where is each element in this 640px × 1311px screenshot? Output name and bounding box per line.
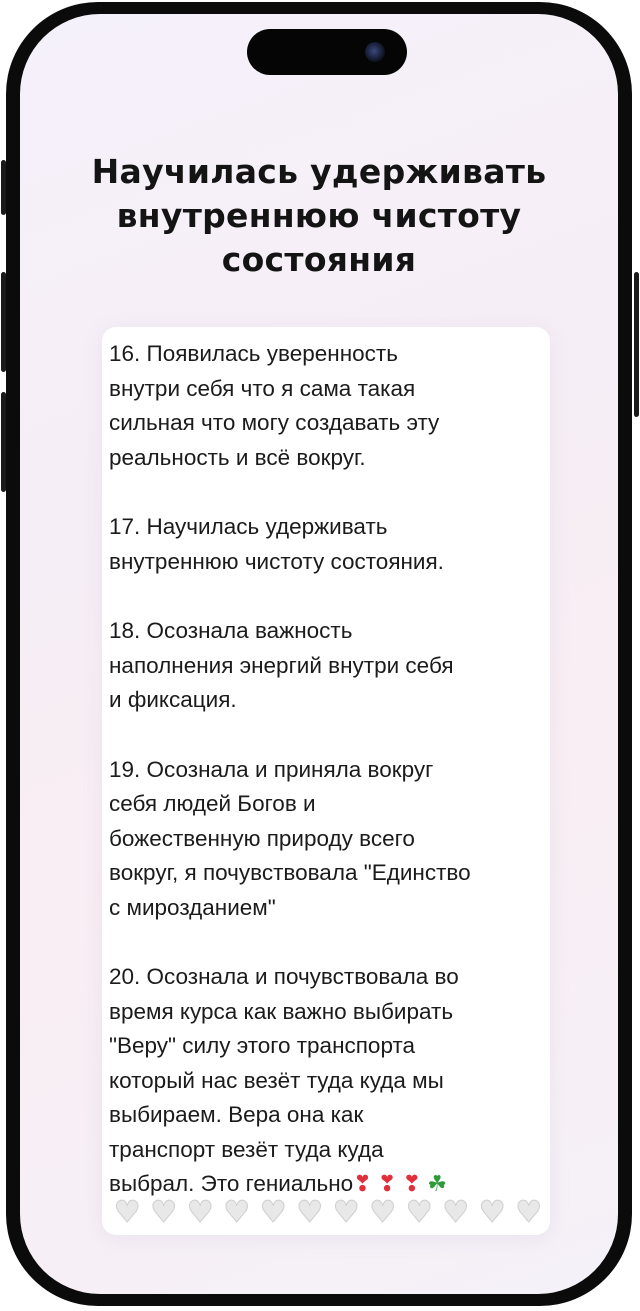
list-item: 17. Научилась удерживать внутреннюю чистоту состояния. [109, 514, 444, 574]
headline: Научилась удерживать внутреннюю чистоту состояния [91, 152, 547, 279]
power-button[interactable] [634, 272, 639, 417]
white-heart-icon: ♥ [478, 1195, 506, 1230]
white-heart-icon: ♥ [223, 1195, 251, 1230]
clover-icon: ☘ [427, 1172, 448, 1197]
hearts-row [109, 1197, 549, 1229]
list-item-text: 20. Осознала и почувствовала во время курса как важно выбирать "Веру" силу этого транспорта который нас везёт туда куда мы выбираем. Вера она как транспорт везёт туда куда выбрал. Это гениально [109, 964, 459, 1196]
white-heart-icon: ♥ [150, 1195, 178, 1230]
heart-exclamation-icon: ❣ [377, 1172, 397, 1197]
list-item: 19. Осознала и приняла вокруг себя людей Богов и божественную природу всего вокруг, я почувствовала "Единство с мирозданием" [109, 756, 471, 920]
white-heart-icon: ♥ [442, 1195, 470, 1230]
phone-screen [20, 14, 618, 1294]
dynamic-island [247, 29, 407, 75]
white-heart-icon: ♥ [113, 1195, 141, 1230]
list-item: 16. Появилась уверенность внутри себя что я сама такая сильная что могу создавать эту реальность и всё вокруг. [109, 341, 440, 470]
white-heart-icon: ♥ [332, 1195, 360, 1230]
insight-list [109, 337, 549, 1203]
front-camera-icon [365, 42, 385, 62]
white-heart-icon: ♥ [405, 1195, 433, 1230]
phone-frame [6, 2, 632, 1306]
heart-exclamation-icon: ❣ [353, 1172, 372, 1197]
white-heart-icon: ♥ [259, 1195, 287, 1230]
white-heart-icon: ♥ [296, 1195, 324, 1230]
white-heart-icon: ♥ [186, 1195, 214, 1230]
white-heart-icon: ♥ [515, 1195, 543, 1230]
list-item [109, 960, 549, 1203]
heart-exclamation-icon: ❣ [402, 1172, 422, 1197]
message-card [102, 327, 550, 1235]
white-heart-icon: ♥ [369, 1195, 397, 1230]
list-item: 18. Осознала важность наполнения энергий внутри себя и фиксация. [109, 618, 454, 712]
